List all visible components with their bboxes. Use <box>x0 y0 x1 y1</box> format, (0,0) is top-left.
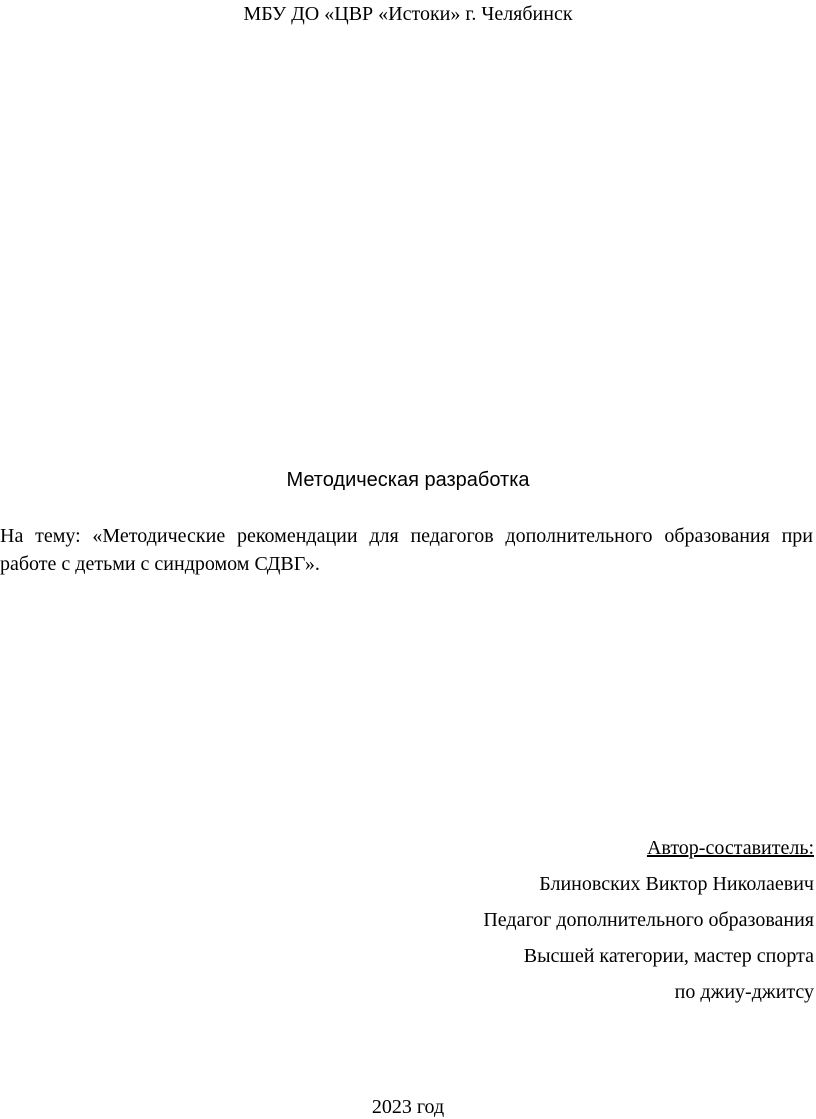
topic-paragraph <box>0 522 813 578</box>
author-sport: по джиу-джитсу <box>674 981 814 1003</box>
document-type-title: Методическая разработка <box>286 469 530 491</box>
institution-name: МБУ ДО «ЦВР «Истоки» г. Челябинск <box>243 3 573 25</box>
author-name: Блиновских Виктор Николаевич <box>539 873 814 895</box>
document-year: 2023 год <box>371 1096 445 1118</box>
author-position: Педагог дополнительного образования <box>483 909 814 931</box>
author-category: Высшей категории, мастер спорта <box>523 945 814 967</box>
topic-line-2: работе с детьми с синдромом СДВГ». <box>0 553 320 575</box>
topic-line-1: На тему: «Методические рекомендации для педагогов дополнительного образования при <box>0 525 813 547</box>
author-heading: Автор-составитель: <box>646 837 814 859</box>
